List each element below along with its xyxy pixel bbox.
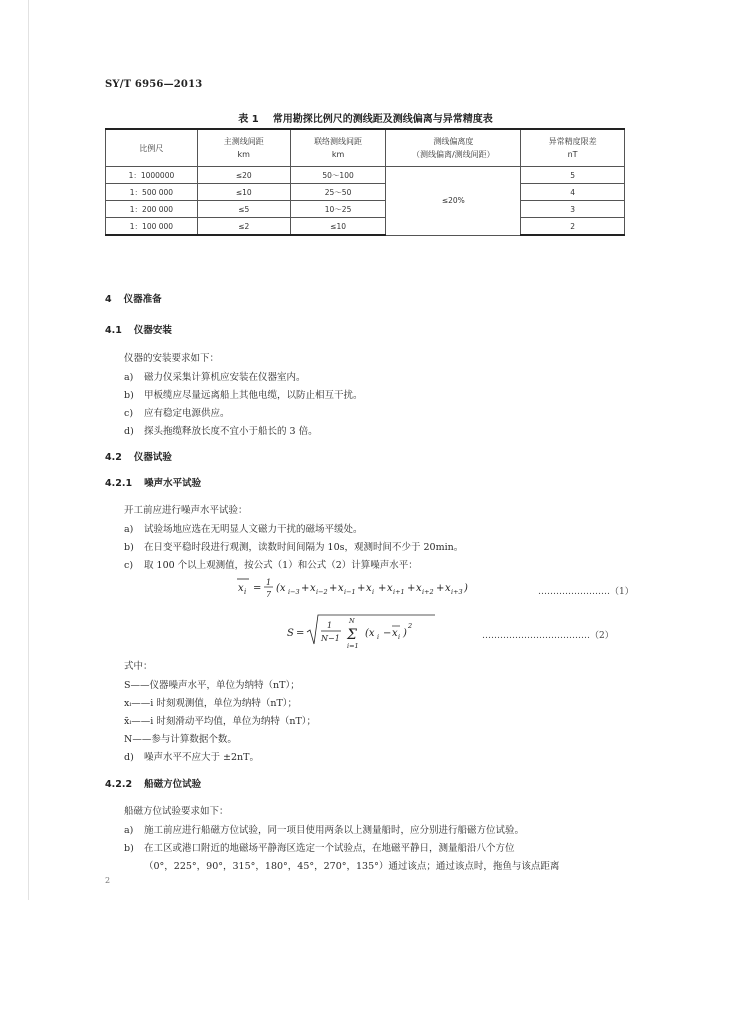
svg-text:1: 1	[266, 578, 272, 587]
standard-code: SY/T 6956—2013	[105, 79, 203, 90]
cell-scale: 1：1000000	[106, 167, 198, 184]
svg-text:i−2: i−2	[316, 588, 328, 596]
svg-text:N: N	[349, 617, 355, 625]
table-caption	[0, 110, 731, 125]
svg-text:x: x	[366, 583, 372, 594]
symbol-definition: x̄ᵢ——i 时刻滑动平均值，单位为纳特（nT）；	[124, 716, 317, 727]
list-item: a) 试验场地应选在无明显人文磁力干扰的磁场平缓处。	[124, 524, 363, 535]
svg-text:i=1: i=1	[347, 642, 359, 650]
svg-text:i: i	[377, 633, 380, 641]
scan-margin-line	[28, 0, 29, 900]
svg-text:+: +	[436, 583, 445, 594]
svg-text:x: x	[445, 583, 451, 594]
header-scale: 比例尺	[106, 129, 198, 167]
noise-level-formula	[285, 610, 455, 652]
svg-text:+: +	[407, 583, 416, 594]
list-item: b) 在工区或港口附近的地磁场平静海区选定一个试验点，在地磁平静日，测量船沿八个方位	[124, 843, 515, 854]
cell-scale: 1：100 000	[106, 218, 198, 236]
header-deviation: 测线偏离度 （测线偏离/测线间距）	[386, 129, 521, 167]
header-accuracy: 异常精度限差 nT	[521, 129, 625, 167]
list-item: c) 取 100 个以上观测值，按公式（1）和公式（2）计算噪声水平：	[124, 560, 418, 571]
list-item: b) 在日变平稳时段进行观测，读数时间间隔为 10s，观测时间不少于 20min。	[124, 542, 464, 553]
svg-text:): )	[403, 628, 407, 639]
cell-accuracy: 3	[521, 201, 625, 218]
paragraph: 开工前应进行噪声水平试验：	[124, 505, 248, 516]
svg-text:1: 1	[327, 621, 333, 630]
cell-main: ≤20	[197, 167, 290, 184]
svg-text:2: 2	[408, 622, 413, 630]
symbol-definition: xᵢ——i 时刻观测值，单位为纳特（nT）；	[124, 698, 298, 709]
cell-accuracy: 5	[521, 167, 625, 184]
table-title: 常用勘探比例尺的测线距及测线偏离与异常精度表	[272, 114, 493, 125]
svg-text:i: i	[372, 588, 375, 596]
cell-main: ≤5	[197, 201, 290, 218]
symbol-definition: N——参与计算数据个数。	[124, 734, 237, 745]
section-heading-4-1: 4.1 仪器安装	[105, 325, 172, 336]
svg-text:x: x	[338, 583, 344, 594]
svg-text:(x: (x	[365, 628, 375, 639]
svg-text:i: i	[398, 633, 401, 641]
section-heading-4-2-2: 4.2.2 船磁方位试验	[105, 779, 202, 790]
cell-accuracy: 4	[521, 184, 625, 201]
svg-text:i+2: i+2	[422, 588, 434, 596]
svg-text:+: +	[329, 583, 338, 594]
table-row	[106, 201, 625, 218]
paragraph: 式中：	[124, 661, 153, 672]
equation-number-1: ……………………（1）	[538, 587, 634, 597]
formula-1	[235, 574, 535, 611]
section-heading-4: 4 仪器准备	[105, 294, 162, 305]
paragraph: 仪器的安装要求如下：	[124, 353, 220, 364]
cell-main: ≤2	[197, 218, 290, 236]
symbol-definition: S——仪器噪声水平，单位为纳特（nT）；	[124, 680, 300, 691]
svg-text:x: x	[238, 583, 244, 594]
list-item: d) 噪声水平不应大于 ±2nT。	[124, 752, 259, 763]
table-row	[106, 184, 625, 201]
list-item: c) 应有稳定电源供应。	[124, 408, 230, 419]
header-main-spacing: 主测线间距 km	[197, 129, 290, 167]
list-item: d) 探头拖缆释放长度不宜小于船长的 3 倍。	[124, 426, 318, 437]
svg-text:−: −	[383, 628, 392, 639]
table-row	[106, 218, 625, 236]
list-item-continuation: （0°，225°，90°，315°，180°，45°，270°，135°）通过该点；通过该点时，拖鱼与该点距离	[144, 861, 560, 872]
table-row	[106, 167, 625, 184]
table-header-row	[106, 129, 625, 167]
list-item: a) 施工前应进行船磁方位试验，同一项目使用两条以上测量船时，应分别进行船磁方位试验。	[124, 825, 525, 836]
svg-text:x: x	[392, 628, 398, 639]
section-heading-4-2: 4.2 仪器试验	[105, 452, 172, 463]
equation-number-2: ………………………………（2）	[482, 631, 614, 641]
list-item: a) 磁力仪采集计算机应安装在仪器室内。	[124, 372, 306, 383]
section-heading-4-2-1: 4.2.1 噪声水平试验	[105, 478, 202, 489]
svg-text:=: =	[253, 583, 262, 594]
cell-tie: ≤10	[290, 218, 386, 236]
svg-text:i: i	[244, 588, 247, 596]
page-number: 2	[105, 876, 111, 885]
cell-tie: 25～50	[290, 184, 386, 201]
header-tie-spacing: 联络测线间距 km	[290, 129, 386, 167]
svg-text:i+3: i+3	[451, 588, 463, 596]
moving-average-formula	[235, 574, 535, 608]
svg-text:(x: (x	[276, 583, 286, 594]
cell-scale: 1：200 000	[106, 201, 198, 218]
svg-text:i−1: i−1	[344, 588, 356, 596]
cell-tie: 10～25	[290, 201, 386, 218]
list-item: b) 甲板缆应尽量远离船上其他电缆，以防止相互干扰。	[124, 390, 363, 401]
svg-text:+: +	[357, 583, 366, 594]
svg-text:=: =	[296, 628, 305, 639]
cell-deviation: ≤20%	[386, 167, 521, 236]
svg-text:i+1: i+1	[393, 588, 405, 596]
svg-text:x: x	[387, 583, 393, 594]
paragraph: 船磁方位试验要求如下：	[124, 806, 229, 817]
svg-text:S: S	[287, 628, 294, 639]
svg-text:+: +	[301, 583, 310, 594]
svg-text:): )	[464, 583, 468, 594]
svg-text:Σ: Σ	[347, 627, 357, 643]
formula-2	[285, 610, 455, 655]
cell-tie: 50～100	[290, 167, 386, 184]
svg-text:+: +	[378, 583, 387, 594]
svg-text:N−1: N−1	[321, 634, 340, 643]
svg-text:7: 7	[266, 590, 272, 599]
cell-accuracy: 2	[521, 218, 625, 236]
cell-main: ≤10	[197, 184, 290, 201]
table-number: 表 1	[238, 114, 259, 125]
cell-scale: 1：500 000	[106, 184, 198, 201]
svg-text:x: x	[310, 583, 316, 594]
svg-text:i−3: i−3	[288, 588, 300, 596]
svg-text:x: x	[416, 583, 422, 594]
survey-table	[105, 128, 625, 236]
